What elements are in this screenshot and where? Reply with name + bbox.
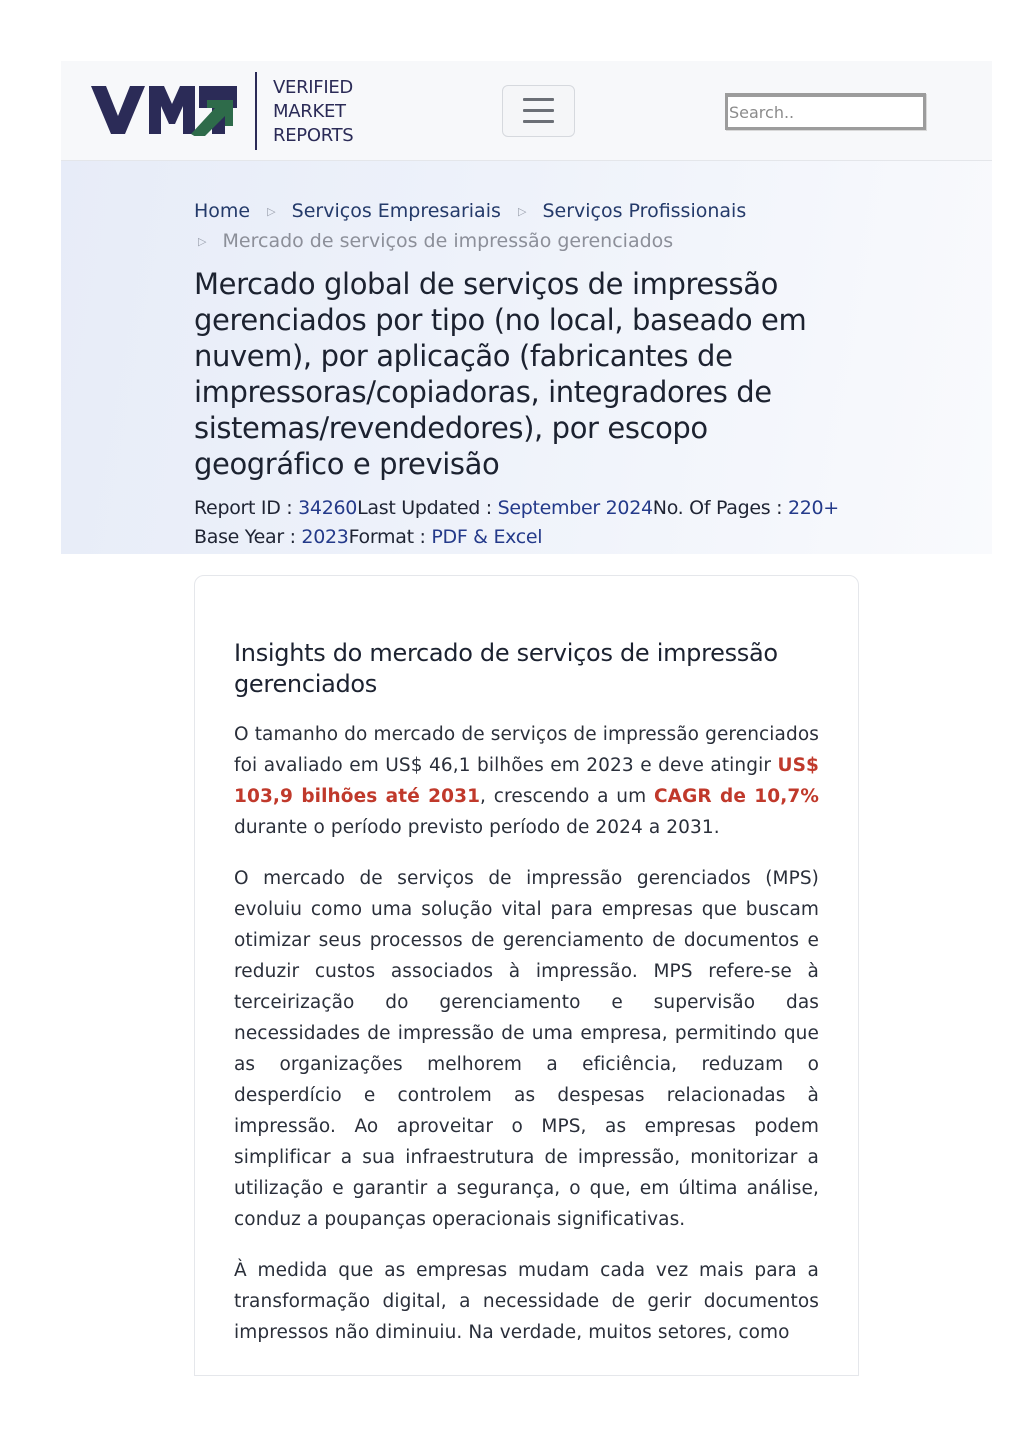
market-value-highlight: US$ 103,9 bilhões até 2031 <box>234 755 819 807</box>
pages-value: 220+ <box>787 497 839 519</box>
logo-line-verified: VERIFIED <box>273 77 353 98</box>
triangle-right-icon: ▷ <box>267 205 276 218</box>
triangle-right-icon: ▷ <box>198 235 207 248</box>
pages-label: No. Of Pages : <box>652 497 788 519</box>
logo-line-reports: REPORTS <box>273 125 354 146</box>
logo-line-market: MARKET <box>273 101 346 122</box>
report-meta <box>194 494 894 552</box>
insights-paragraph-3: À medida que as empresas mudam cada vez mais para a transformação digital, a necessidade de gerir documentos impressos não diminuiu. Na verdade, muitos setores, como <box>234 1260 819 1343</box>
site-logo[interactable] <box>91 72 361 152</box>
breadcrumb <box>194 196 794 252</box>
base-year-value: 2023 <box>301 526 349 548</box>
p1-text-b: , crescendo a um <box>480 786 654 807</box>
report-id-value: 34260 <box>298 497 358 519</box>
last-updated-label: Last Updated : <box>357 497 498 519</box>
logo-text <box>273 76 353 148</box>
report-id-label: Report ID : <box>194 497 299 519</box>
insights-card <box>194 575 859 1376</box>
triangle-right-icon: ▷ <box>517 205 527 218</box>
breadcrumb-servicos-profissionais[interactable]: Serviços Profissionais <box>542 200 747 222</box>
insights-body <box>234 719 819 1368</box>
insights-title: Insights do mercado de serviços de impressão gerenciados <box>234 639 778 698</box>
p1-text-a: O tamanho do mercado de serviços de impressão gerenciados foi avaliado em US$ 46,1 bilhões em 2023 e deve atingir <box>234 724 819 776</box>
base-year-label: Base Year : <box>194 526 302 548</box>
format-value: PDF & Excel <box>431 526 543 548</box>
report-meta-row-2 <box>194 523 894 552</box>
search-input[interactable] <box>725 93 926 130</box>
logo-divider <box>255 72 257 150</box>
insights-paragraph-1 <box>234 719 819 843</box>
page-title: Mercado global de serviços de impressão gerenciados por tipo (no local, baseado em nuvem), por aplicação (fabricantes de impressoras/copiadoras, integradores de sistemas/revendedores), por escopo geográfico e previsão <box>194 267 807 481</box>
report-meta-row-1 <box>194 494 894 523</box>
cagr-highlight: CAGR de 10,7% <box>654 786 819 807</box>
site-header <box>61 61 992 161</box>
breadcrumb-servicos-empresariais[interactable]: Serviços Empresariais <box>291 200 501 222</box>
last-updated-value: September 2024 <box>497 497 653 519</box>
insights-paragraph-2: O mercado de serviços de impressão gerenciados (MPS) evoluiu como uma solução vital para empresas que buscam otimizar seus processos de gerenciamento de documentos e reduzir custos associados à impressão. MPS refere-se à terceirização do gerenciamento e supervisão das necessidades de impressão de uma empresa, permitindo que as organizações melhorem a eficiência, reduzam o desperdício e controlem as despesas relacionadas à impressão. Ao aproveitar o MPS, as empresas podem simplificar a sua infraestrutura de impressão, monitorizar a utilização e garantir a segurança, o que, em última análise, conduz a poupanças operacionais significativas. <box>234 868 819 1230</box>
menu-toggle-button[interactable] <box>502 85 575 137</box>
vmr-logo-mark <box>91 86 237 136</box>
breadcrumb-current-row <box>194 226 673 257</box>
breadcrumb-home[interactable]: Home <box>194 200 251 222</box>
p1-text-c: durante o período previsto período de 2024 a 2031. <box>234 817 720 838</box>
breadcrumb-current: Mercado de serviços de impressão gerenciados <box>222 230 674 252</box>
format-label: Format : <box>348 526 432 548</box>
